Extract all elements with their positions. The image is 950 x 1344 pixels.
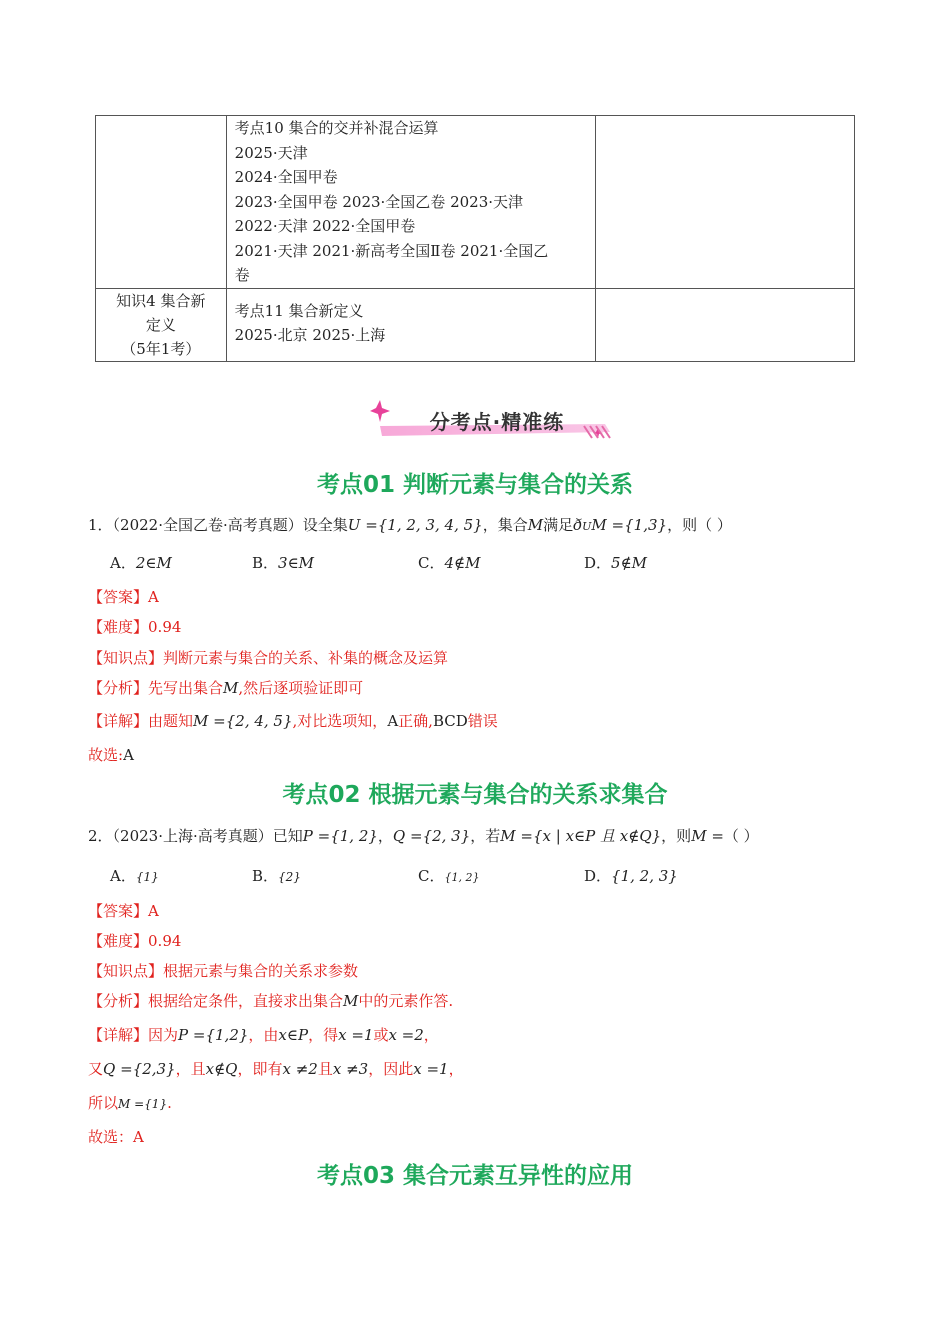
exam-year-line: 2024·全国甲卷 [234, 168, 338, 186]
detail-text: 错误 [467, 712, 498, 730]
analysis-label: 【分析】 [88, 992, 149, 1010]
knowledge-cell-empty [96, 116, 227, 289]
math-expression: P ={1, 2} [302, 827, 378, 845]
difficulty-value: 0.94 [148, 618, 182, 636]
option-letter: C． [418, 554, 445, 572]
analysis-text: 中的元素作答. [358, 992, 454, 1010]
section-title: 考点03 集合元素互异性的应用 [316, 1163, 633, 1189]
math-expression: x∈P [278, 1026, 309, 1044]
section-title: 考点01 判断元素与集合的关系 [316, 472, 633, 498]
option-b[interactable] [252, 865, 301, 886]
option-text: 5∉M [611, 554, 648, 572]
final-answer-line [88, 1126, 144, 1147]
question-text: ，则（ ） [667, 516, 732, 534]
option-letter: A． [110, 554, 136, 572]
question-text: 满足 [543, 516, 574, 534]
math-symbol: M [223, 679, 239, 697]
math-symbol: M [591, 516, 607, 534]
math-expression: x∉Q [205, 1060, 238, 1078]
option-c[interactable] [418, 552, 481, 573]
question-text: 1．（2022·全国乙卷·高考真题）设全集 [88, 516, 348, 534]
detail-text: ，因此 [368, 1060, 414, 1078]
knowledge-point-line [88, 647, 448, 668]
answer-label: 【答案】 [88, 588, 149, 606]
question-text: ， [377, 827, 393, 845]
option-c[interactable] [418, 865, 479, 886]
exam-point-title: 考点11 集合新定义 [234, 301, 364, 320]
notes-cell-empty [596, 288, 855, 361]
table-row [96, 116, 855, 289]
math-expression: Q ={2,3} [103, 1060, 176, 1078]
exam-point-11-cell [226, 288, 596, 361]
difficulty-label: 【难度】 [88, 932, 149, 950]
question-text: ，则 [661, 827, 692, 845]
math-expression: M ={1} [118, 1097, 168, 1111]
knowledge-point-value: 根据元素与集合的关系求参数 [163, 962, 359, 980]
difficulty-line [88, 616, 181, 637]
detail-text: 因为 [148, 1026, 179, 1044]
detail-text: BCD [432, 712, 468, 730]
notes-cell-empty [596, 116, 855, 289]
exam-point-title: 考点10 集合的交并补混合运算 [234, 119, 439, 137]
detail-text: 正确, [398, 712, 433, 730]
detail-text: ， [448, 1060, 464, 1078]
answer-label: 【答案】 [88, 902, 149, 920]
detail-text: 又 [88, 1060, 104, 1078]
banner-title: 分考点·精准练 [429, 410, 565, 434]
detail-text: 所以 [88, 1094, 119, 1112]
option-letter: B． [252, 554, 279, 572]
option-text: 3∈M [278, 554, 315, 572]
table-row [96, 288, 855, 361]
complement-symbol: ð [573, 516, 583, 534]
exam-year-line: 2025·天津 [234, 143, 308, 162]
answer-line [88, 900, 159, 921]
math-expression: M = [691, 827, 724, 845]
math-symbol: M [527, 516, 544, 534]
math-expression: x =2 [388, 1026, 424, 1044]
math-expression: x ≠3 [332, 1060, 369, 1078]
math-expression: ={1, 2, 3, 4, 5} [360, 516, 483, 534]
answer-line [88, 586, 159, 607]
option-text: 4∉M [444, 554, 481, 572]
math-symbol: U [347, 516, 361, 534]
detail-line [88, 1058, 464, 1079]
detail-text: ，得 [308, 1026, 339, 1044]
detail-line [88, 1092, 172, 1113]
final-label: 故选: [88, 746, 124, 764]
math-expression: x =1 [338, 1026, 374, 1044]
option-letter: C． [418, 867, 445, 885]
math-expression: P ={1,2} [178, 1026, 249, 1044]
option-letter: A． [110, 867, 136, 885]
difficulty-line [88, 930, 181, 951]
question-1-stem [88, 514, 732, 535]
option-letter: D． [584, 554, 612, 572]
detail-text: ,对比选项知， [292, 712, 388, 730]
detail-text: ，即有 [237, 1060, 283, 1078]
knowledge-label: 定义 [145, 315, 176, 334]
math-expression: Q ={2, 3} [392, 827, 471, 845]
detail-text: . [167, 1094, 172, 1112]
detail-text: 或 [373, 1026, 389, 1044]
knowledge-point-label: 【知识点】 [88, 649, 164, 667]
detail-line [88, 710, 498, 731]
detail-text: 且 [317, 1060, 333, 1078]
option-letter: D． [584, 867, 612, 885]
option-text: {1, 2, 3} [611, 867, 678, 885]
analysis-line [88, 990, 453, 1011]
analysis-label: 【分析】 [88, 679, 149, 697]
detail-text: ， [423, 1026, 439, 1044]
question-text: ，若 [470, 827, 501, 845]
detail-text: A [387, 712, 399, 730]
exam-year-line: 2022·天津 2022·全国甲卷 [234, 217, 416, 235]
knowledge-label: 知识4 集合新 [116, 291, 206, 310]
final-label: 故选：A [88, 1128, 144, 1146]
detail-label: 【详解】 [88, 712, 149, 730]
option-text: 2∈M [135, 554, 172, 572]
detail-line [88, 1024, 439, 1045]
question-text: ，集合 [482, 516, 528, 534]
math-expression: M ={x | x∈P 且 x∉Q} [500, 827, 662, 845]
option-text: {1} [135, 870, 159, 884]
answer-value: A [148, 902, 159, 920]
math-expression: ={1,3} [606, 516, 668, 534]
option-a[interactable] [110, 865, 159, 886]
section-title: 考点02 根据元素与集合的关系求集合 [282, 782, 668, 808]
detail-label: 【详解】 [88, 1026, 149, 1044]
exam-year-line: 2023·全国甲卷 2023·全国乙卷 2023·天津 [234, 192, 524, 211]
option-letter: B． [252, 867, 279, 885]
detail-text: 由题知 [148, 712, 194, 730]
analysis-text: 先写出集合 [148, 679, 224, 697]
math-expression: x ≠2 [282, 1060, 318, 1078]
option-text: {2} [278, 870, 301, 884]
exam-year-line: 2021·天津 2021·新高考全国Ⅱ卷 2021·全国乙 [234, 241, 549, 260]
difficulty-label: 【难度】 [88, 618, 149, 636]
analysis-line [88, 677, 363, 698]
knowledge-count: （5年1考） [121, 339, 201, 358]
question-text: 2．（2023·上海·高考真题）已知 [88, 827, 303, 845]
exam-year-line: 卷 [234, 266, 250, 284]
option-a[interactable] [110, 552, 172, 573]
question-text: （ ） [723, 827, 759, 845]
detail-text: ，且 [175, 1060, 206, 1078]
detail-text: ，由 [248, 1026, 279, 1044]
knowledge-point-label: 【知识点】 [88, 962, 164, 980]
section-banner [370, 398, 620, 448]
analysis-text: 根据给定条件，直接求出集合 [148, 992, 344, 1010]
exam-point-10-cell [226, 116, 596, 289]
math-symbol: M [343, 992, 359, 1010]
final-value: A [123, 746, 134, 764]
option-text: {1, 2} [444, 871, 480, 884]
subscript-symbol: U [582, 520, 592, 533]
math-expression: x =1 [413, 1060, 449, 1078]
exam-point-table [95, 115, 855, 362]
option-d[interactable] [584, 552, 647, 573]
answer-value: A [148, 588, 159, 606]
exam-year-line: 2025·北京 2025·上海 [234, 326, 386, 344]
knowledge-4-cell [96, 288, 227, 361]
difficulty-value: 0.94 [148, 932, 182, 950]
final-answer-line [88, 744, 134, 765]
analysis-text: ,然后逐项验证即可 [238, 679, 364, 697]
option-d[interactable] [584, 865, 678, 886]
math-expression: M ={2, 4, 5} [193, 712, 293, 730]
question-2-stem [88, 825, 759, 846]
knowledge-point-value: 判断元素与集合的关系、补集的概念及运算 [163, 649, 449, 667]
option-b[interactable] [252, 552, 314, 573]
knowledge-point-line [88, 960, 358, 981]
